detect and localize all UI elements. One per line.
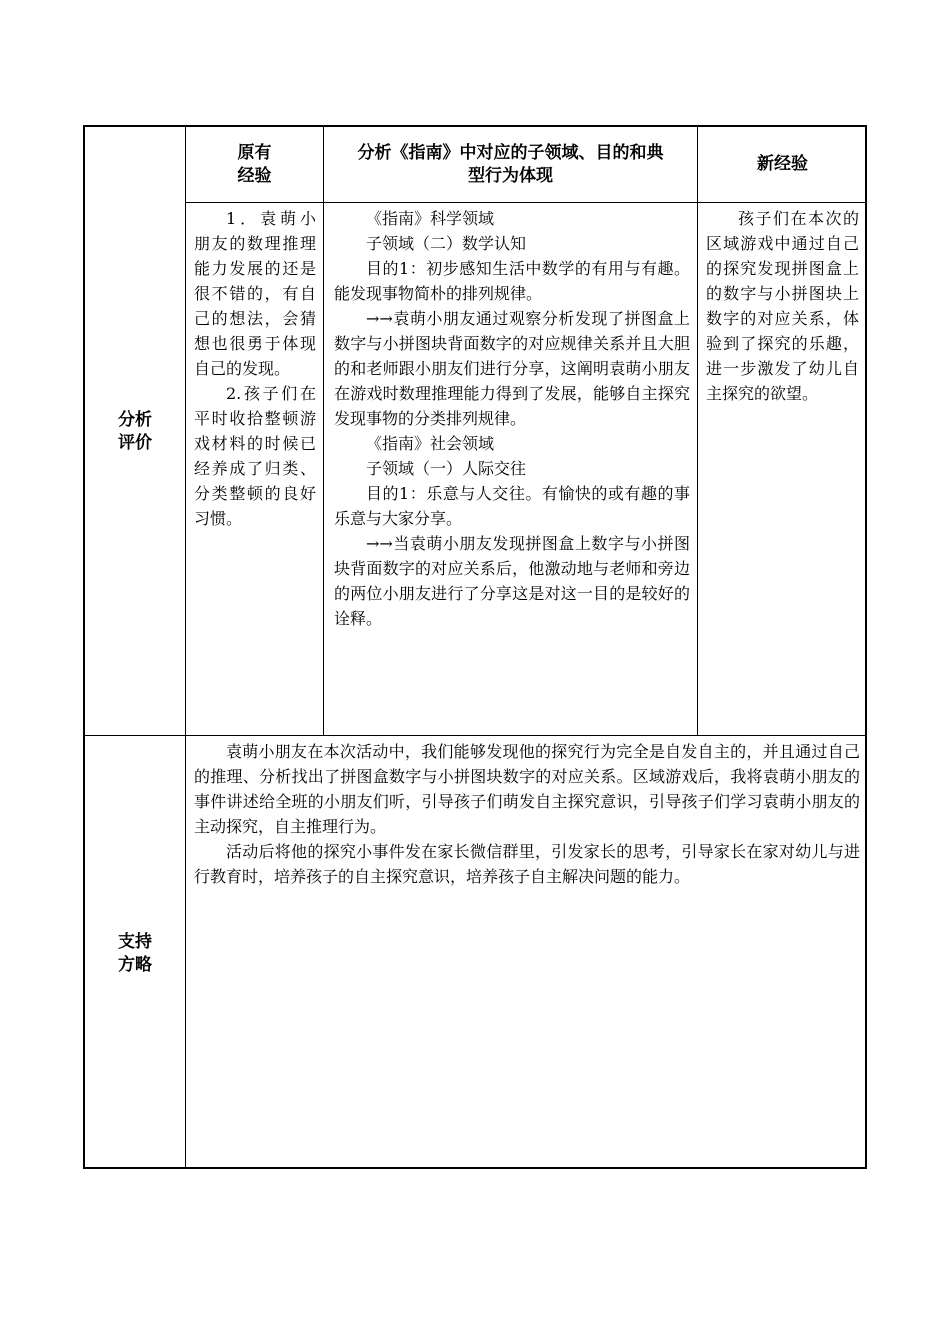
header-new-experience — [698, 127, 867, 202]
support-strategy-paragraph: 袁萌小朋友在本次活动中，我们能够发现他的探究行为完全是自发自主的，并且通过自己的推理、分析找出了拼图盒数字与小拼图块数字的对应关系。区域游戏后，我将袁萌小朋友的事件讲述给全班的小朋友们听，引导孩子们萌发自主探究意识，引导孩子们学习袁萌小朋友的主动探究，自主推理行为。 — [194, 742, 860, 836]
row-label-analysis-line-2: 评价 — [118, 433, 152, 453]
guide-science-subdomain: 子领域（二）数学认知 — [366, 234, 527, 253]
row-label-analysis — [85, 409, 185, 455]
new-experience-cell — [706, 206, 859, 406]
support-strategy-paragraph: 活动后将他的探究小事件发在家长微信群里，引发家长的思考，引导家长在家对幼儿与进行教育时，培养孩子的自主探究意识，培养孩子自主解决问题的能力。 — [194, 842, 860, 886]
row-label-analysis-line-1: 分析 — [118, 410, 152, 430]
header-original-line-2: 经验 — [237, 165, 272, 186]
header-guide-line-2: 型行为体现 — [468, 165, 553, 186]
divider-analysis-row — [85, 735, 867, 736]
row-label-support-line-1: 支持 — [118, 932, 152, 952]
original-experience-item: 2.孩子们在平时收拾整顿游戏材料的时候已经养成了归类、分类整顿的良好习惯。 — [194, 384, 316, 528]
divider-header-row — [185, 202, 867, 203]
support-strategy-cell — [194, 739, 860, 889]
header-original-line-1: 原有 — [237, 142, 272, 163]
original-experience-cell — [194, 206, 316, 531]
header-guide-analysis — [324, 127, 697, 202]
record-table — [83, 125, 867, 1169]
guide-science-behavior: →→袁萌小朋友通过观察分析发现了拼图盒上数字与小拼图块背面数字的对应规律关系并且大胆的和老师跟小朋友们进行分享，这阐明袁萌小朋友在游戏时数理推理能力得到了发展，能够自主探究发现事物的分类排列规律。 — [334, 309, 690, 428]
new-experience-text: 孩子们在本次的区域游戏中通过自己的探究发现拼图盒上的数字与小拼图块上数字的对应关系，体验到了探究的乐趣，进一步激发了幼儿自主探究的欲望。 — [706, 209, 859, 403]
row-label-support-line-2: 方略 — [118, 955, 152, 975]
guide-social-behavior: →→当袁萌小朋友发现拼图盒上数字与小拼图块背面数字的对应关系后，他激动地与老师和旁边的两位小朋友进行了分享这是对这一目的是较好的诠释。 — [334, 534, 690, 628]
guide-social-goal: 目的1：乐意与人交往。有愉快的或有趣的事乐意与大家分享。 — [334, 484, 690, 528]
header-new-label: 新经验 — [757, 154, 808, 174]
guide-science-goal: 目的1：初步感知生活中数学的有用与有趣。能发现事物简朴的排列规律。 — [334, 259, 690, 303]
divider-original-column — [323, 127, 324, 735]
header-guide-line-1: 分析《指南》中对应的子领域、目的和典 — [357, 142, 664, 163]
divider-label-column — [185, 127, 186, 1167]
guide-science-domain: 《指南》科学领域 — [366, 209, 495, 228]
guide-social-subdomain: 子领域（一）人际交往 — [366, 459, 527, 478]
original-experience-item: 1．袁萌小朋友的数理推理能力发展的还是很不错的，有自己的想法，会猜想也很勇于体现自己的发现。 — [194, 209, 316, 378]
divider-new-column — [697, 127, 698, 735]
guide-analysis-cell — [334, 206, 690, 631]
header-original-experience — [186, 127, 323, 202]
guide-social-domain: 《指南》社会领域 — [366, 434, 495, 453]
row-label-support — [85, 931, 185, 977]
